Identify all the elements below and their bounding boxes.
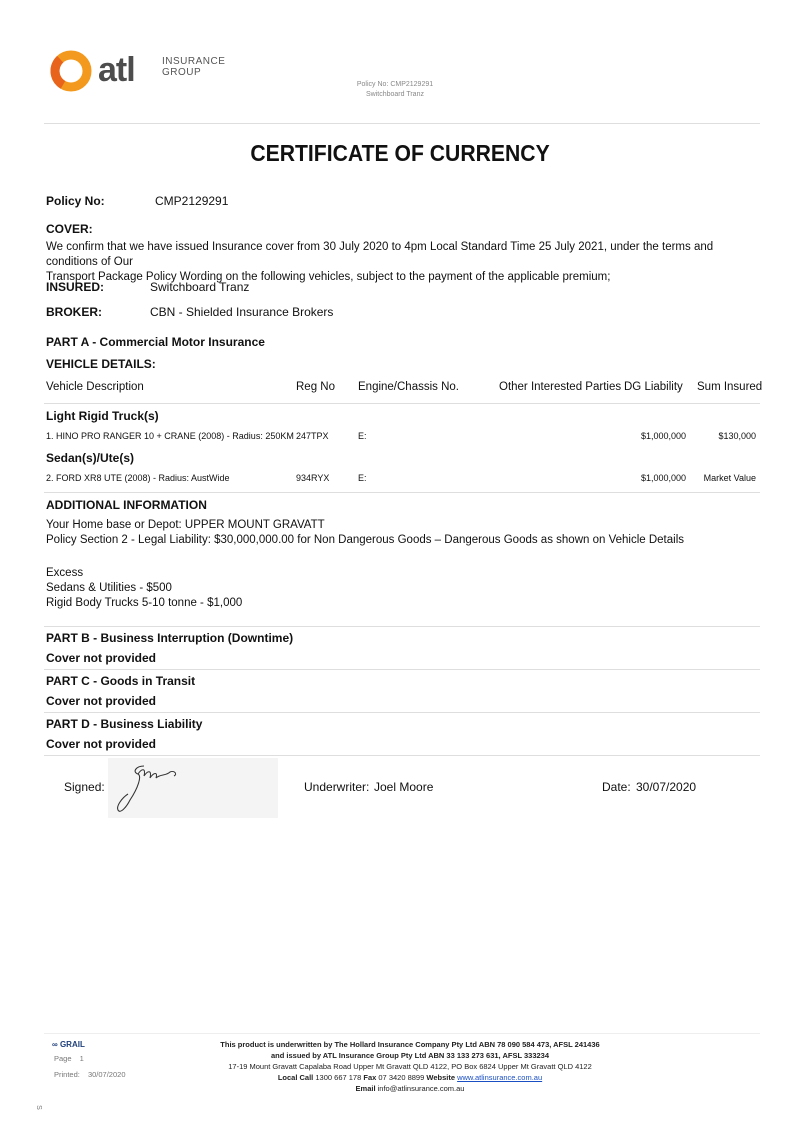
side-mark: S xyxy=(34,1105,42,1110)
home-base-line: Your Home base or Depot: UPPER MOUNT GRAVATT xyxy=(46,519,325,531)
part-b-heading: PART B - Business Interruption (Downtime) xyxy=(46,631,294,645)
col-other-parties: Other Interested Parties xyxy=(499,381,622,393)
printed-label: Printed: xyxy=(54,1070,80,1079)
local-call-number: 1300 667 178 xyxy=(315,1073,362,1082)
grail-wordmark: GRAIL xyxy=(59,1040,85,1049)
part-a-heading: PART A - Commercial Motor Insurance xyxy=(46,335,265,349)
part-d-status: Cover not provided xyxy=(46,737,157,751)
part-b-status: Cover not provided xyxy=(46,651,157,665)
footer-legal xyxy=(200,1039,620,1094)
underwriter-label: Underwriter: xyxy=(304,780,370,794)
grail-logo xyxy=(52,1040,85,1049)
fax-label: Fax xyxy=(363,1073,377,1082)
underwriter-name: Joel Moore xyxy=(374,780,434,794)
handwritten-signature-icon xyxy=(108,758,278,818)
excess-title: Excess xyxy=(46,567,84,579)
vehicle-2-reg: 934RYX xyxy=(296,473,330,483)
header-divider xyxy=(44,123,760,124)
footer-divider xyxy=(44,1033,760,1034)
legal-liability-line: Policy Section 2 - Legal Liability: $30,000,000.00 for Non Dangerous Goods – Dangerous Goods as shown on Vehicle Details xyxy=(46,534,685,546)
footer-page xyxy=(54,1054,84,1063)
vehicle-1-sum: $130,000 xyxy=(718,431,756,441)
footer-issuer-line: and issued by ATL Insurance Group Pty Ltd ABN 33 133 273 631, AFSL 333234 xyxy=(270,1051,550,1060)
col-vehicle-description: Vehicle Description xyxy=(46,381,144,393)
signature-divider xyxy=(44,755,760,756)
group-heading-sedan-ute: Sedan(s)/Ute(s) xyxy=(46,451,135,465)
website-link[interactable]: www.atlinsurance.com.au xyxy=(457,1073,543,1082)
part-c-heading: PART C - Goods in Transit xyxy=(46,674,196,688)
vehicle-details-heading: VEHICLE DETAILS: xyxy=(46,357,156,371)
page-number: 1 xyxy=(79,1054,84,1063)
part-c-status: Cover not provided xyxy=(46,694,157,708)
part-b-divider xyxy=(44,626,760,627)
policy-value: CMP2129291 xyxy=(155,194,229,208)
part-d-divider xyxy=(44,712,760,713)
email-address: info@atlinsurance.com.au xyxy=(377,1084,465,1093)
footer-email-line xyxy=(200,1083,620,1094)
date-label: Date: xyxy=(602,780,631,794)
printed-date: 30/07/2020 xyxy=(87,1070,126,1079)
vehicle-1-engine: E: xyxy=(358,431,367,441)
logo-subtitle xyxy=(162,56,225,78)
vehicle-2-dg: $1,000,000 xyxy=(640,473,686,483)
signature-image xyxy=(108,758,278,818)
logo-line2: GROUP xyxy=(162,67,202,78)
cover-text-line2: Transport Package Policy Wording on the following vehicles, subject to the payment of the applicable premium; xyxy=(46,271,611,283)
atl-ring-icon xyxy=(48,48,94,94)
vehicle-2-sum: Market Value xyxy=(703,473,756,483)
additional-info-heading: ADDITIONAL INFORMATION xyxy=(46,498,207,512)
logo-wordmark: atl xyxy=(98,51,135,89)
header-insured-ref: Switchboard Tranz xyxy=(366,91,424,98)
insured-label: INSURED: xyxy=(46,280,105,294)
additional-info-text xyxy=(46,518,758,548)
col-dg-liability: DG Liability xyxy=(624,381,683,393)
page-title: CERTIFICATE OF CURRENCY xyxy=(250,140,550,166)
col-engine-chassis: Engine/Chassis No. xyxy=(358,381,459,393)
signed-label: Signed: xyxy=(64,780,105,794)
header-policy-ref: Policy No: CMP2129291 xyxy=(356,81,434,88)
excess-rigid-trucks: Rigid Body Trucks 5-10 tonne - $1,000 xyxy=(46,597,243,609)
local-call-label: Local Call xyxy=(277,1073,314,1082)
cover-text xyxy=(46,240,758,285)
signature-date: 30/07/2020 xyxy=(636,780,697,794)
insured-value: Switchboard Tranz xyxy=(150,280,250,294)
table-bottom-divider xyxy=(44,492,760,493)
broker-value: CBN - Shielded Insurance Brokers xyxy=(150,305,334,319)
excess-sedans: Sedans & Utilities - $500 xyxy=(46,582,172,594)
cover-text-line1: We confirm that we have issued Insurance cover from 30 July 2020 to 4pm Local Standard Time 25 July 2021, under the terms and conditions of Our xyxy=(46,241,714,268)
footer-address-line: 17-19 Mount Gravatt Capalaba Road Upper Mt Gravatt QLD 4122, PO Box 6824 Upper Mt Gravatt QLD 4122 xyxy=(228,1062,592,1071)
vehicle-2-description: 2. FORD XR8 UTE (2008) - Radius: AustWide xyxy=(46,473,230,483)
excess-block xyxy=(46,566,758,611)
website-label: Website xyxy=(426,1073,455,1082)
broker-label: BROKER: xyxy=(46,305,102,319)
policy-label: Policy No: xyxy=(46,194,105,208)
vehicle-2-engine: E: xyxy=(358,473,367,483)
footer-printed xyxy=(54,1070,126,1079)
atl-logo xyxy=(48,48,226,96)
page-label: Page xyxy=(54,1054,72,1063)
part-d-heading: PART D - Business Liability xyxy=(46,717,203,731)
col-sum-insured: Sum Insured xyxy=(697,381,763,393)
grail-icon: ∞ xyxy=(52,1040,58,1049)
cover-label: COVER: xyxy=(46,222,93,236)
email-label: Email xyxy=(355,1084,376,1093)
vehicle-1-description: 1. HINO PRO RANGER 10 + CRANE (2008) - Radius: 250KM xyxy=(46,431,294,441)
group-heading-light-rigid: Light Rigid Truck(s) xyxy=(46,409,159,423)
footer-contact-line xyxy=(200,1072,620,1083)
part-c-divider xyxy=(44,669,760,670)
logo-line1: INSURANCE xyxy=(162,56,226,67)
col-reg-no: Reg No xyxy=(296,381,335,393)
vehicle-1-reg: 247TPX xyxy=(296,431,329,441)
fax-number: 07 3420 8899 xyxy=(378,1073,425,1082)
footer-underwriter-line: This product is underwritten by The Hollard Insurance Company Pty Ltd ABN 78 090 584 473, AFSL 241436 xyxy=(220,1040,600,1049)
vehicle-1-dg: $1,000,000 xyxy=(640,431,686,441)
table-header-divider xyxy=(44,403,760,404)
